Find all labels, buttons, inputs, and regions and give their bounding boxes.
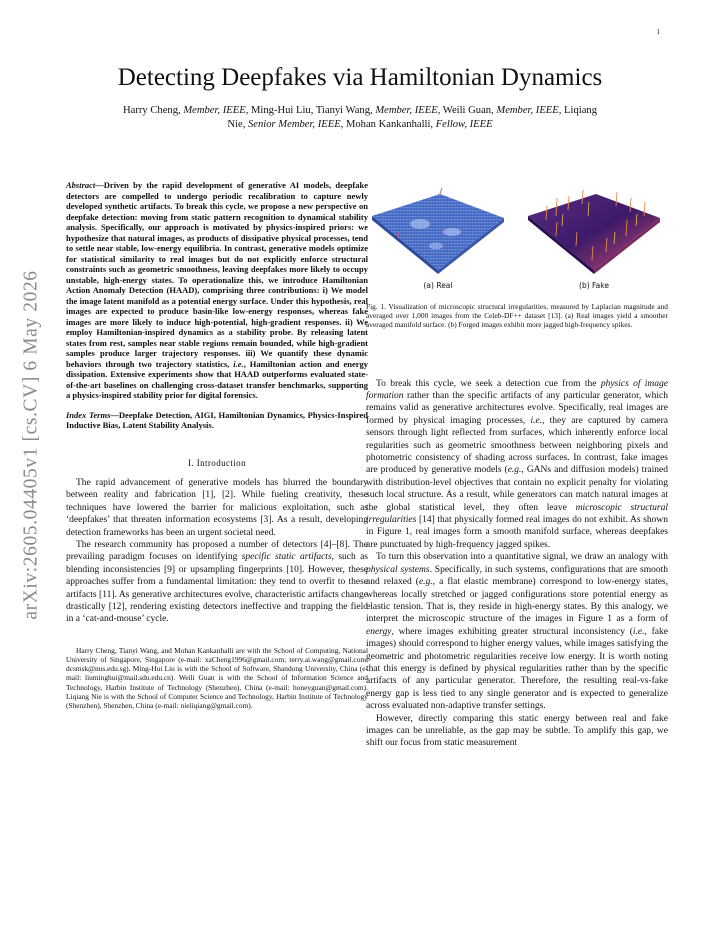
arxiv-stamp	[22, 210, 42, 680]
intro-paragraph-4: To turn this observation into a quantitative signal, we draw an analogy with physical systems. Specifically, in such systems, configurations that are smooth and relaxed (e.g., a flat elastic membrane) correspond to low-energy states, whereas locally stretched or jagged configurations store potential energy as elastic tension. That is, they reside in high-energy states. By this analogy, we interpret the microscopic structure of the images in Figure 1 as a form of energy, where images exhibiting greater structural inconsistency (i.e., fake images) should correspond to higher energy values, while images satisfying the geometric and photometric regularities receive low energy. It is worth noting that this energy is defined by physical regularities rather than by the specific artifacts of any particular generator. Therefore, the resulting real-vs-fake energy gap is less tied to any single generator and is expected to generalize across evaluated non-adaptive transfer settings.	[366, 552, 668, 712]
intro-paragraph-3: To break this cycle, we seek a detection cue from the physics of image formation rather than the specific artifacts of any particular generator, which remains valid as generative architectures evolve. Specifically, real images are formed by physical imaging processes, i.e., they are captured by camera sensors through light reflected from surfaces, which inherently enforce local regularities such as geometric smoothness between neighboring pixels and photometric consistency of shading across surfaces. In contrast, fake images are produced by generative models (e.g., GANs and diffusion models) trained with distribution-level objectives that contain no explicit penalty for violating such local structure. As a result, while generators can match natural images at the global statistical level, they often leave microscopic structural irregularities [14] that physically formed real images do not exhibit. As shown in Figure 1, real images form a smooth manifold surface, whereas deepfakes are punctuated by high-frequency jagged spikes.	[366, 378, 669, 550]
author-line-1: Harry Cheng, Member, IEEE, Ming-Hui Liu, Tianyi Wang, Member, IEEE, Weili Guan, Member, IEEE, Liqiang	[123, 105, 597, 116]
real-surface-plot	[370, 186, 506, 276]
abstract-label: Abstract	[66, 180, 96, 190]
right-body-text	[366, 378, 668, 750]
page-number: 1	[656, 28, 660, 36]
fake-surface-plot	[526, 186, 662, 276]
paper-title: Detecting Deepfakes via Hamiltonian Dynamics	[117, 64, 603, 91]
abstract: Abstract—Driven by the rapid development of generative AI models, deepfake detectors are compelled to undergo periodic recalibration to capture newly developed synthetic artifacts. To break this cycle, we propose a new perspective on deepfake detection: moving from static pattern recognition to dynamical stability analysis. Specifically, our approach is motivated by physics-inspired priors: we hypothesize that natural images, as products of dissipative physical processes, tend to settle near stable, low-energy equilibria. In contrast, generative models optimize for statistical similarity to real images but do not explicitly enforce structural constraints such as geometric smoothness, leaving deepfakes more likely to occupy unstable, high-energy states. To operationalize this, we introduce Hamiltonian Action Anomaly Detection (HAAD), comprising three contributions: i) We model the image latent manifold as a potential energy surface. Under this hypothesis, real images are expected to produce basin-like low-energy responses, whereas fake images are more likely to induce high-potential, high-gradient responses. ii) We employ Hamiltonian-inspired dynamics as a stability probe. By releasing latent states from rest, samples near stable regions remain bounded, while high-gradient samples produce larger trajectory responses. iii) We quantify these dynamic behaviors through two trajectory statistics, i.e., Hamiltonian action and energy dissipation. Extensive experiments show that HAAD outperforms evaluated state-of-the-art baselines on challenging cross-dataset transfer benchmarks, supporting a physics-inspired stability prior for digital forensics.	[66, 180, 368, 400]
figure-label-real: (a) Real	[423, 281, 453, 290]
figure-1	[366, 186, 668, 294]
intro-paragraph-2: The research community has proposed a number of detectors [4]–[8]. The prevailing paradigm focuses on identifying specific static artifacts, such as blending inconsistencies [9] or upsampling fingerprints [10]. However, these approaches suffer from a fundamental limitation: they tend to overfit to these artifacts [11]. As generative architectures evolve, characteristic artifacts change drastically [12], rendering existing detectors ineffective and trapping the field in a ‘cat-and-mouse’ cycle.	[66, 539, 368, 625]
figure-label-fake: (b) Fake	[579, 281, 609, 290]
right-column	[366, 180, 668, 750]
index-terms-label: Index Terms	[66, 409, 111, 420]
figure-caption: Fig. 1. Visualization of microscopic structural irregularities, measured by Laplacian magnitude and averaged over 1,000 images from the Celeb-DF++ dataset [13]. (a) Real images yield a smoother averaged manifold surface. (b) Forged images exhibit more jagged high-frequency spikes.	[366, 302, 668, 330]
intro-paragraph-5: However, directly comparing this static energy between real and fake images can be unreliable, as the gap may be subtle. To amplify this gap, we shift our focus from static measurement	[366, 713, 668, 749]
index-terms: Index Terms—Deepfake Detection, AIGI, Hamiltonian Dynamics, Physics-Inspired Inductive Bias, Latent Stability Analysis.	[66, 409, 368, 430]
left-column	[66, 180, 368, 710]
author-line-2: Nie, Senior Member, IEEE, Mohan Kankanhalli, Fellow, IEEE	[227, 118, 493, 130]
intro-paragraph-1: The rapid advancement of generative models has blurred the boundary between reality and fabrication [1], [2]. While fueling creativity, these techniques have lowered the barrier for malicious exploitation, such as ‘deepfakes’ that threaten information ecosystems [3]. As a result, developing detection frameworks has been an urgent societal need.	[66, 477, 368, 538]
section-heading-introduction: I. Introduction	[188, 457, 246, 468]
arxiv-stamp-text: arXiv:2605.04405v1 [cs.CV] 6 May 2026	[21, 270, 42, 620]
author-affiliation-footnote: Harry Cheng, Tianyi Wang, and Mohan Kankanhalli are with the School of Computing, National University of Singapore, Singapore (e-mail: xaCheng1996@gmail.com; terry.ai.wang@gmail.com, dcsmsk@nus.edu.sg). Ming-Hui Liu is with the School of Software, Shandong University, China (e-mail: liuminghui@mail.sdu.edu.cn). Weili Guan is with the School of Information Science and Technology, Harbin Institute of Technology (Shenzhen), China (e-mail: honeyguan@gmail.com). Liqiang Nie is with the School of Computer Science and Technology, Harbin Institute of Technology (Shenzhen), Shenzhen, China (e-mail: nieliqiang@gmail.com).	[66, 645, 368, 710]
author-list	[60, 104, 660, 131]
